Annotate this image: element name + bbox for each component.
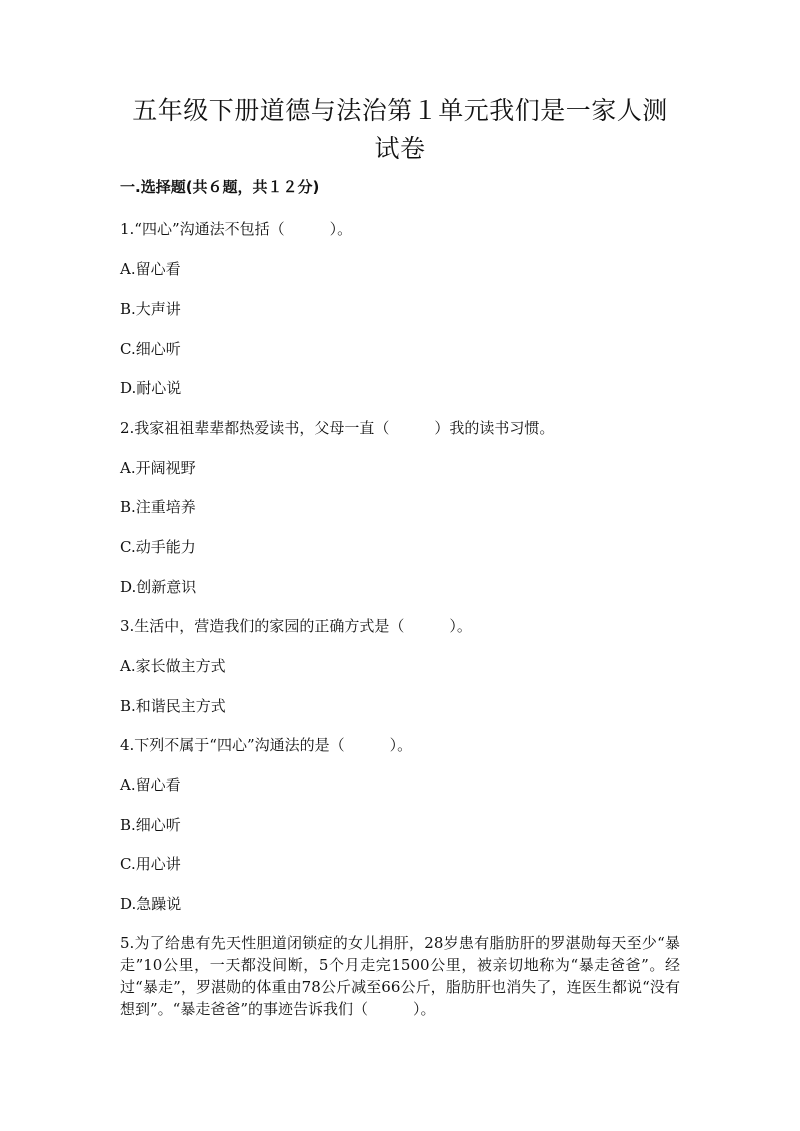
question-2-option-c: C.动手能力: [120, 538, 196, 556]
question-2-option-b: B.注重培养: [120, 498, 196, 516]
section-heading: 一.选择题(共６题，共１２分): [120, 178, 320, 196]
question-4-option-b: B.细心听: [120, 816, 181, 834]
question-3-stem: 3.生活中，营造我们的家园的正确方式是（ ）。: [120, 617, 472, 635]
question-4-stem: 4.下列不属于“四心”沟通法的是（ ）。: [120, 736, 413, 754]
question-1-option-c: C.细心听: [120, 340, 181, 358]
question-2-stem: 2.我家祖祖辈辈都热爱读书，父母一直（ ）我的读书习惯。: [120, 419, 555, 437]
question-1-option-d: D.耐心说: [120, 379, 182, 397]
question-4-option-c: C.用心讲: [120, 855, 181, 873]
question-4-option-a: A.留心看: [120, 776, 181, 794]
question-3-option-b: B.和谐民主方式: [120, 697, 226, 715]
question-2-option-a: A.开阔视野: [120, 459, 196, 477]
question-4-option-d: D.急躁说: [120, 895, 182, 913]
question-2-option-d: D.创新意识: [120, 578, 197, 596]
question-1-option-b: B.大声讲: [120, 300, 181, 318]
question-1-option-a: A.留心看: [120, 260, 181, 278]
question-3-option-a: A.家长做主方式: [120, 657, 226, 675]
page-title: 五年级下册道德与法治第１单元我们是一家人测试卷: [132, 96, 668, 163]
question-5-stem: 5.为了给患有先天性胆道闭锁症的女儿捐肝，28岁患有脂肪肝的罗湛勋每天至少“暴走”10公里，一天都没间断，5个月走完1500公里，被亲切地称为“暴走爸爸”。经过“暴走”，罗湛勋的体重由78公斤减至66公斤，脂肪肝也消失了，连医生都说“没有想到”。“暴走爸爸”的事迹告诉我们（ ）。: [120, 934, 680, 1018]
question-1-stem: 1.“四心”沟通法不包括（ ）。: [120, 220, 353, 238]
